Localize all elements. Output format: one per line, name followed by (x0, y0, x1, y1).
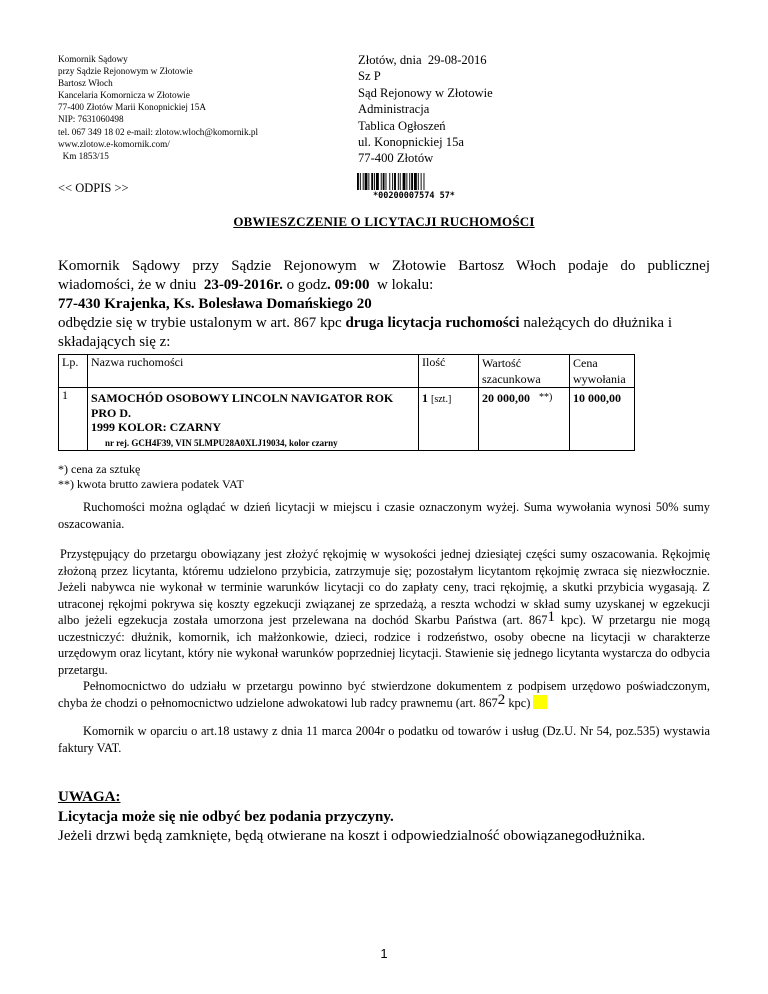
document-date: Złotów, dnia 29-08-2016 (358, 53, 487, 67)
power-of-attorney-paragraph: Pełnomocnictwo do udziału w przetargu powinno być stwierdzone dokumentem z podpisem urzędowo poświadczonym, chyba że chodzi o pełnomocnictwo udzielone adwokatowi lub radcy prawnemu (art. $867^2$ kpc) (58, 679, 710, 710)
barcode-bar (392, 173, 393, 190)
sender-line: Kancelaria Komornicza w Złotowie (58, 90, 190, 101)
items-table (58, 354, 635, 451)
intro-line: składających się z: (58, 334, 171, 350)
recipient-line: Tablica Ogłoszeń (358, 118, 446, 133)
barcode-bar (383, 173, 385, 190)
barcode-bar (374, 173, 375, 190)
barcode-bar (368, 173, 369, 190)
barcode-bar (376, 173, 379, 190)
table-header-row (59, 355, 635, 388)
table-row (59, 388, 635, 451)
copy-marker: << ODPIS >> (58, 181, 129, 195)
barcode-bar (371, 173, 373, 190)
notice-line: Licytacja może się nie odbyć bez podania przyczyny. (58, 809, 394, 825)
auction-type: druga licytacja ruchomości (345, 315, 520, 331)
row-price: 10 000,00 (570, 388, 635, 451)
barcode-bar (363, 173, 364, 190)
vat-paragraph: Komornik w oparciu o art.18 ustawy z dnia 11 marca 2004r o podatku od towarów i usług (Dz.U. Nr 54, poz.535) wystawia faktury VAT. (58, 724, 710, 755)
barcode-bar (403, 173, 406, 190)
recipient-line: ul. Konopnickiej 15a (358, 135, 464, 150)
barcode-bar (365, 173, 368, 190)
recipient-line: Sz P (358, 69, 381, 84)
page-number: 1 (380, 946, 388, 961)
auction-location: 77-430 Krajenka, Ks. Bolesława Domańskiego 20 (58, 296, 372, 312)
sender-line: Bartosz Włoch (58, 78, 113, 89)
row-value: 20 000,00 **) (479, 388, 570, 451)
sender-line: tel. 067 349 18 02 e-mail: zlotow.wloch@komornik.pl (58, 126, 259, 137)
barcode-bar (386, 173, 387, 190)
recipient-line: 77-400 Złotów (358, 151, 434, 166)
highlight-mark (533, 695, 547, 709)
recipient-line: Sąd Rejonowy w Złotowie (358, 85, 493, 100)
barcode-bar (409, 173, 410, 190)
intro-line: Komornik Sądowy przy Sądzie Rejonowym w Złotowie Bartosz Włoch podaje do publicznej (58, 258, 710, 274)
barcode-bar (381, 173, 382, 190)
barcode-bar (406, 173, 407, 190)
footnotes (58, 462, 244, 492)
sender-block (58, 53, 258, 162)
barcode-bar (421, 173, 422, 190)
barcode (356, 173, 472, 199)
barcode-bar (394, 173, 396, 190)
intro-line: wiadomości, że w dniu 23-09-2016r. o godz. 09:00 w lokalu: (58, 277, 434, 293)
sender-line: NIP: 7631060498 (58, 114, 124, 125)
intro-line: odbędzie się w trybie ustalonym w art. 867 kpc druga licytacja ruchomości należących do dłużnika i (58, 315, 673, 331)
case-number: Km 1853/15 (58, 150, 109, 161)
recipient-line: Administracja (358, 102, 430, 117)
header-value: Wartość szacunkowa (479, 355, 570, 388)
row-details: nr rej. GCH4F39, VIN 5LMPU28A0XLJ19034, kolor czarny (105, 437, 338, 448)
barcode-bar (424, 173, 425, 190)
barcode-bar (418, 173, 419, 190)
auction-time: . 09:00 (327, 277, 370, 293)
sender-line: www.zlotow.e-komornik.com/ (58, 138, 170, 149)
footnote: *) cena za sztukę (58, 462, 141, 476)
barcode-bar (398, 173, 399, 190)
sender-line: 77-400 Złotów Marii Konopnickiej 15A (58, 102, 207, 113)
viewing-paragraph: Ruchomości można oglądać w dzień licytacji w miejscu i czasie oznaczonym wyżej. Suma wywołania wynosi 50% sumy oszacowania. (58, 500, 710, 531)
barcode-bar (414, 173, 417, 190)
notice-heading: UWAGA: (58, 789, 121, 805)
barcode-bar (389, 173, 390, 190)
header-name: Nazwa ruchomości (88, 355, 419, 388)
row-qty: 1 [szt.] (419, 388, 479, 451)
header-lp: Lp. (59, 355, 88, 388)
auction-date: 23-09-2016r. (203, 277, 283, 293)
barcode-bar (360, 173, 361, 190)
barcode-text: *00200007574 57* (373, 191, 455, 199)
footnote: **) kwota brutto zawiera podatek VAT (58, 477, 244, 491)
sender-line: przy Sądzie Rejonowym w Złotowie (58, 66, 193, 77)
notice-line: Jeżeli drzwi będą zamknięte, będą otwierane na koszt i odpowiedzialność obowiązanegodłużnika. (58, 828, 646, 844)
document-title: OBWIESZCZENIE O LICYTACJI RUCHOMOŚCI (233, 214, 535, 229)
notice-text (58, 808, 645, 846)
barcode-bar (411, 173, 413, 190)
deposit-paragraph: Przystępujący do przetargu obowiązany jest złożyć rękojmię w wysokości jednej dziesiątej części sumy oszacowania. Rękojmię złożoną przez licytanta, któremu udzielono przybicia, zatrzymuje się; pozostałym licytantom rękojmię zwraca się niezwłocznie. Jeżeli nabywca nie wykonał w terminie warunków licytacji co do zapłaty ceny, traci rękojmię, a skutki przybicia wygasają. Z utraconej rękojmi pokrywa się koszty egzekucji związanej ze sprzedażą, a reszta wchodzi w skład sumy uzyskanej w egzekucji albo jeżeli egzekucja została umorzona jest przelewana na dochód Skarbu Państwa (art. $867^1$ kpc). W przetargu nie mogą uczestniczyć: dłużnik, komornik, ich małżonkowie, dzieci, rodzice i rodzeństwo, osoby obecne na licytacji w charakterze urzędowym oraz licytant, który nie wykonał warunków poprzedniej licytacji. Stawienie się jednego licytanta wystarcza do odbycia przetargu. Pełnomocnictwo do udziału w przetargu powinno być stwierdzone dokumentem z podpisem urzędowo poświadczonym, chyba że chodzi o pełnomocnictwo udzielone adwokatowi lub radcy prawnemu (art. $867^2$ kpc) (58, 547, 710, 710)
barcode-bar (400, 173, 401, 190)
row-lp: 1 (59, 388, 88, 451)
header-qty: Ilość (419, 355, 479, 388)
intro-paragraph (58, 257, 710, 352)
barcode-bar (357, 173, 359, 190)
row-name: SAMOCHÓD OSOBOWY LINCOLN NAVIGATOR ROK PRO D. 1999 KOLOR: CZARNY nr rej. GCH4F39, VIN 5LMPU28A0XLJ19034, kolor czarny (88, 388, 419, 451)
header-price: Cena wywołania (570, 355, 635, 388)
sender-line: Komornik Sądowy (58, 54, 128, 64)
recipient-block (358, 52, 493, 167)
